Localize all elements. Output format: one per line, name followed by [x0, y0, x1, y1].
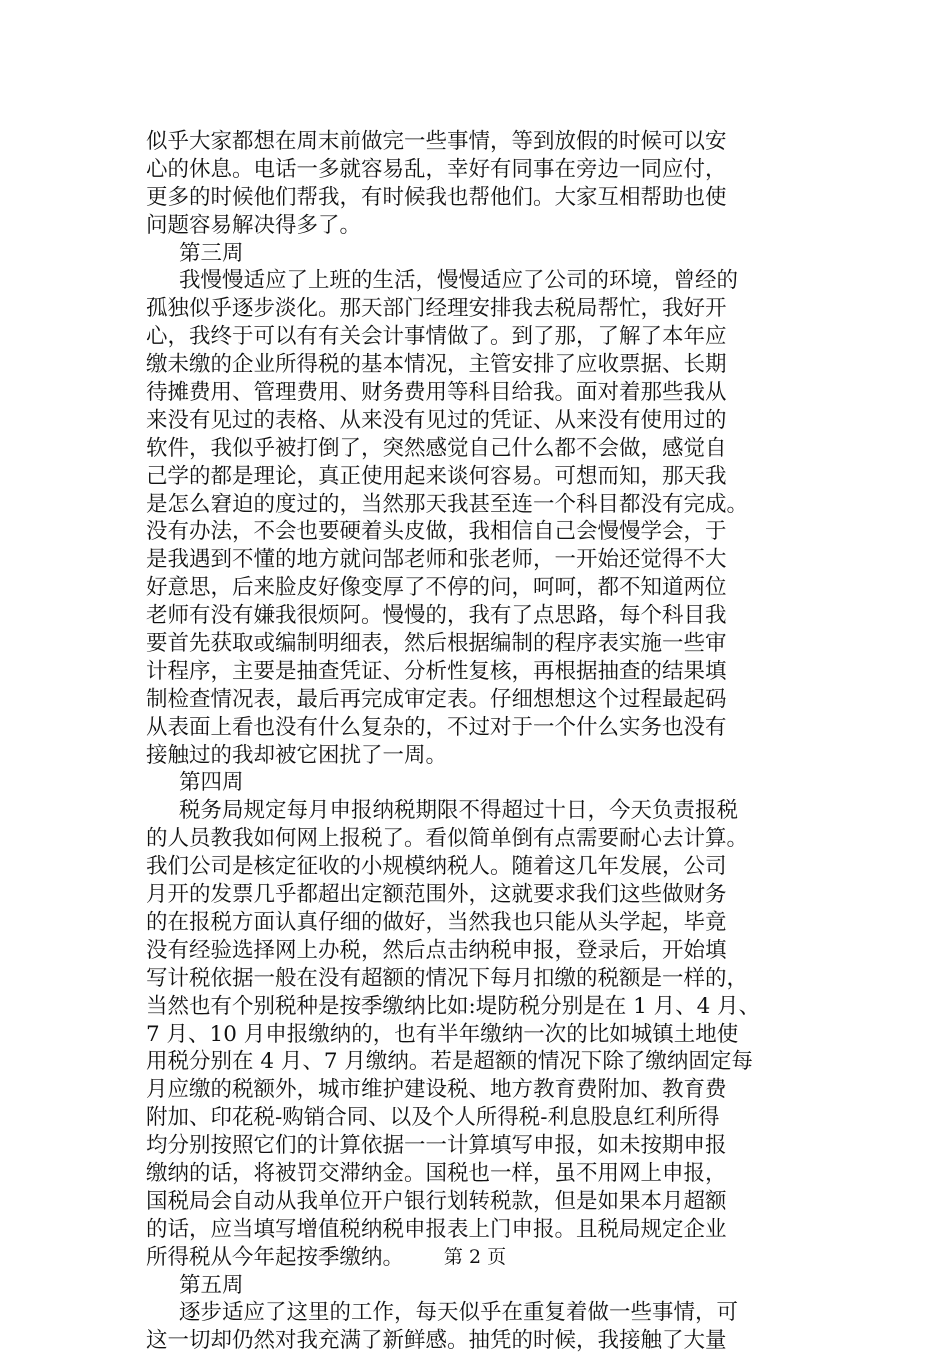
- text-line: 好意思，后来脸皮好像变厚了不停的问，呵呵，都不知道两位: [146, 575, 727, 601]
- text-line: 这一切却仍然对我充满了新鲜感。抽凭的时候，我接触了大量: [146, 1328, 727, 1354]
- text-line: 的在报税方面认真仔细的做好，当然我也只能从头学起，毕竟: [146, 909, 727, 935]
- text-line: 似乎大家都想在周末前做完一些事情，等到放假的时候可以安: [146, 129, 727, 154]
- page-number: 第 2 页: [443, 1246, 507, 1268]
- text-line: 第五周: [179, 1272, 244, 1298]
- text-line: 从表面上看也没有什么复杂的，不过对于一个什么实务也没有: [146, 714, 727, 740]
- text-line: 写计税依据一般在没有超额的情况下每月扣缴的税额是一样的，: [146, 965, 749, 991]
- text-line: 缴未缴的企业所得税的基本情况，主管安排了应收票据、长期: [146, 352, 727, 378]
- text-line: 没有经验选择网上办税，然后点击纳税申报，登录后，开始填: [146, 937, 727, 963]
- text-line: 来没有见过的表格、从来没有见过的凭证、从来没有使用过的: [146, 407, 727, 433]
- text-line: 第四周: [179, 770, 244, 796]
- text-line: 月开的发票几乎都超出定额范围外，这就要求我们这些做财务: [146, 882, 727, 908]
- text-line: 待摊费用、管理费用、财务费用等科目给我。面对着那些我从: [146, 380, 727, 406]
- text-line: 没有办法，不会也要硬着头皮做，我相信自己会慢慢学会，于: [146, 519, 727, 545]
- text-line: 是怎么窘迫的度过的，当然那天我甚至连一个科目都没有完成。: [146, 491, 749, 517]
- text-line: 更多的时候他们帮我，有时候我也帮他们。大家互相帮助也使: [146, 184, 727, 210]
- text-line: 7 月、10 月申报缴纳的，也有半年缴纳一次的比如城镇土地使: [146, 1021, 739, 1047]
- text-line: 缴纳的话，将被罚交滞纳金。国税也一样，虽不用网上申报，: [146, 1160, 727, 1186]
- text-line: 的话，应当填写增值税纳税申报表上门申报。且税局规定企业: [146, 1216, 727, 1242]
- text-line: 用税分别在 4 月、7 月缴纳。若是超额的情况下除了缴纳固定每: [146, 1049, 753, 1075]
- text-line: 软件，我似乎被打倒了，突然感觉自己什么都不会做，感觉自: [146, 435, 727, 461]
- document-body: [146, 128, 808, 1355]
- text-line: 均分别按照它们的计算依据一一计算填写申报，如未按期申报: [146, 1133, 727, 1159]
- text-line: 所得税从今年起按季缴纳。: [146, 1244, 405, 1270]
- text-line: 我慢慢适应了上班的生活，慢慢适应了公司的环境，曾经的: [179, 268, 739, 294]
- text-line: 的人员教我如何网上报税了。看似简单倒有点需要耐心去计算。: [146, 826, 749, 852]
- text-line: 我们公司是核定征收的小规模纳税人。随着这几年发展，公司: [146, 854, 727, 880]
- text-line: 要首先获取或编制明细表，然后根据编制的程序表实施一些审: [146, 631, 727, 657]
- text-line: 孤独似乎逐步淡化。那天部门经理安排我去税局帮忙，我好开: [146, 296, 727, 322]
- text-line: 计程序，主要是抽查凭证、分析性复核，再根据抽查的结果填: [146, 658, 727, 684]
- text-line: 问题容易解决得多了。: [146, 212, 362, 238]
- text-line: 己学的都是理论，真正使用起来谈何容易。可想而知，那天我: [146, 463, 727, 489]
- text-line: 月应缴的税额外，城市维护建设税、地方教育费附加、教育费: [146, 1077, 727, 1103]
- text-line: 老师有没有嫌我很烦阿。慢慢的，我有了点思路，每个科目我: [146, 603, 727, 629]
- text-line: 税务局规定每月申报纳税期限不得超过十日，今天负责报税: [179, 798, 739, 824]
- text-line: 心，我终于可以有有关会计事情做了。到了那，了解了本年应: [146, 324, 727, 350]
- text-line: 是我遇到不懂的地方就问郜老师和张老师，一开始还觉得不大: [146, 547, 727, 573]
- text-line: 第三周: [179, 240, 244, 266]
- text-line: 附加、印花税-购销合同、以及个人所得税-利息股息红利所得: [146, 1105, 720, 1131]
- text-line: 当然也有个别税种是按季缴纳比如:堤防税分别是在 1 月、4 月、: [146, 993, 761, 1019]
- text-line: 制检查情况表，最后再完成审定表。仔细想想这个过程最起码: [146, 686, 727, 712]
- text-line: 逐步适应了这里的工作，每天似乎在重复着做一些事情，可: [179, 1300, 739, 1326]
- text-line: 心的休息。电话一多就容易乱，幸好有同事在旁边一同应付，: [146, 156, 727, 182]
- text-line: 接触过的我却被它困扰了一周。: [146, 742, 448, 768]
- text-line: 国税局会自动从我单位开户银行划转税款，但是如果本月超额: [146, 1188, 727, 1214]
